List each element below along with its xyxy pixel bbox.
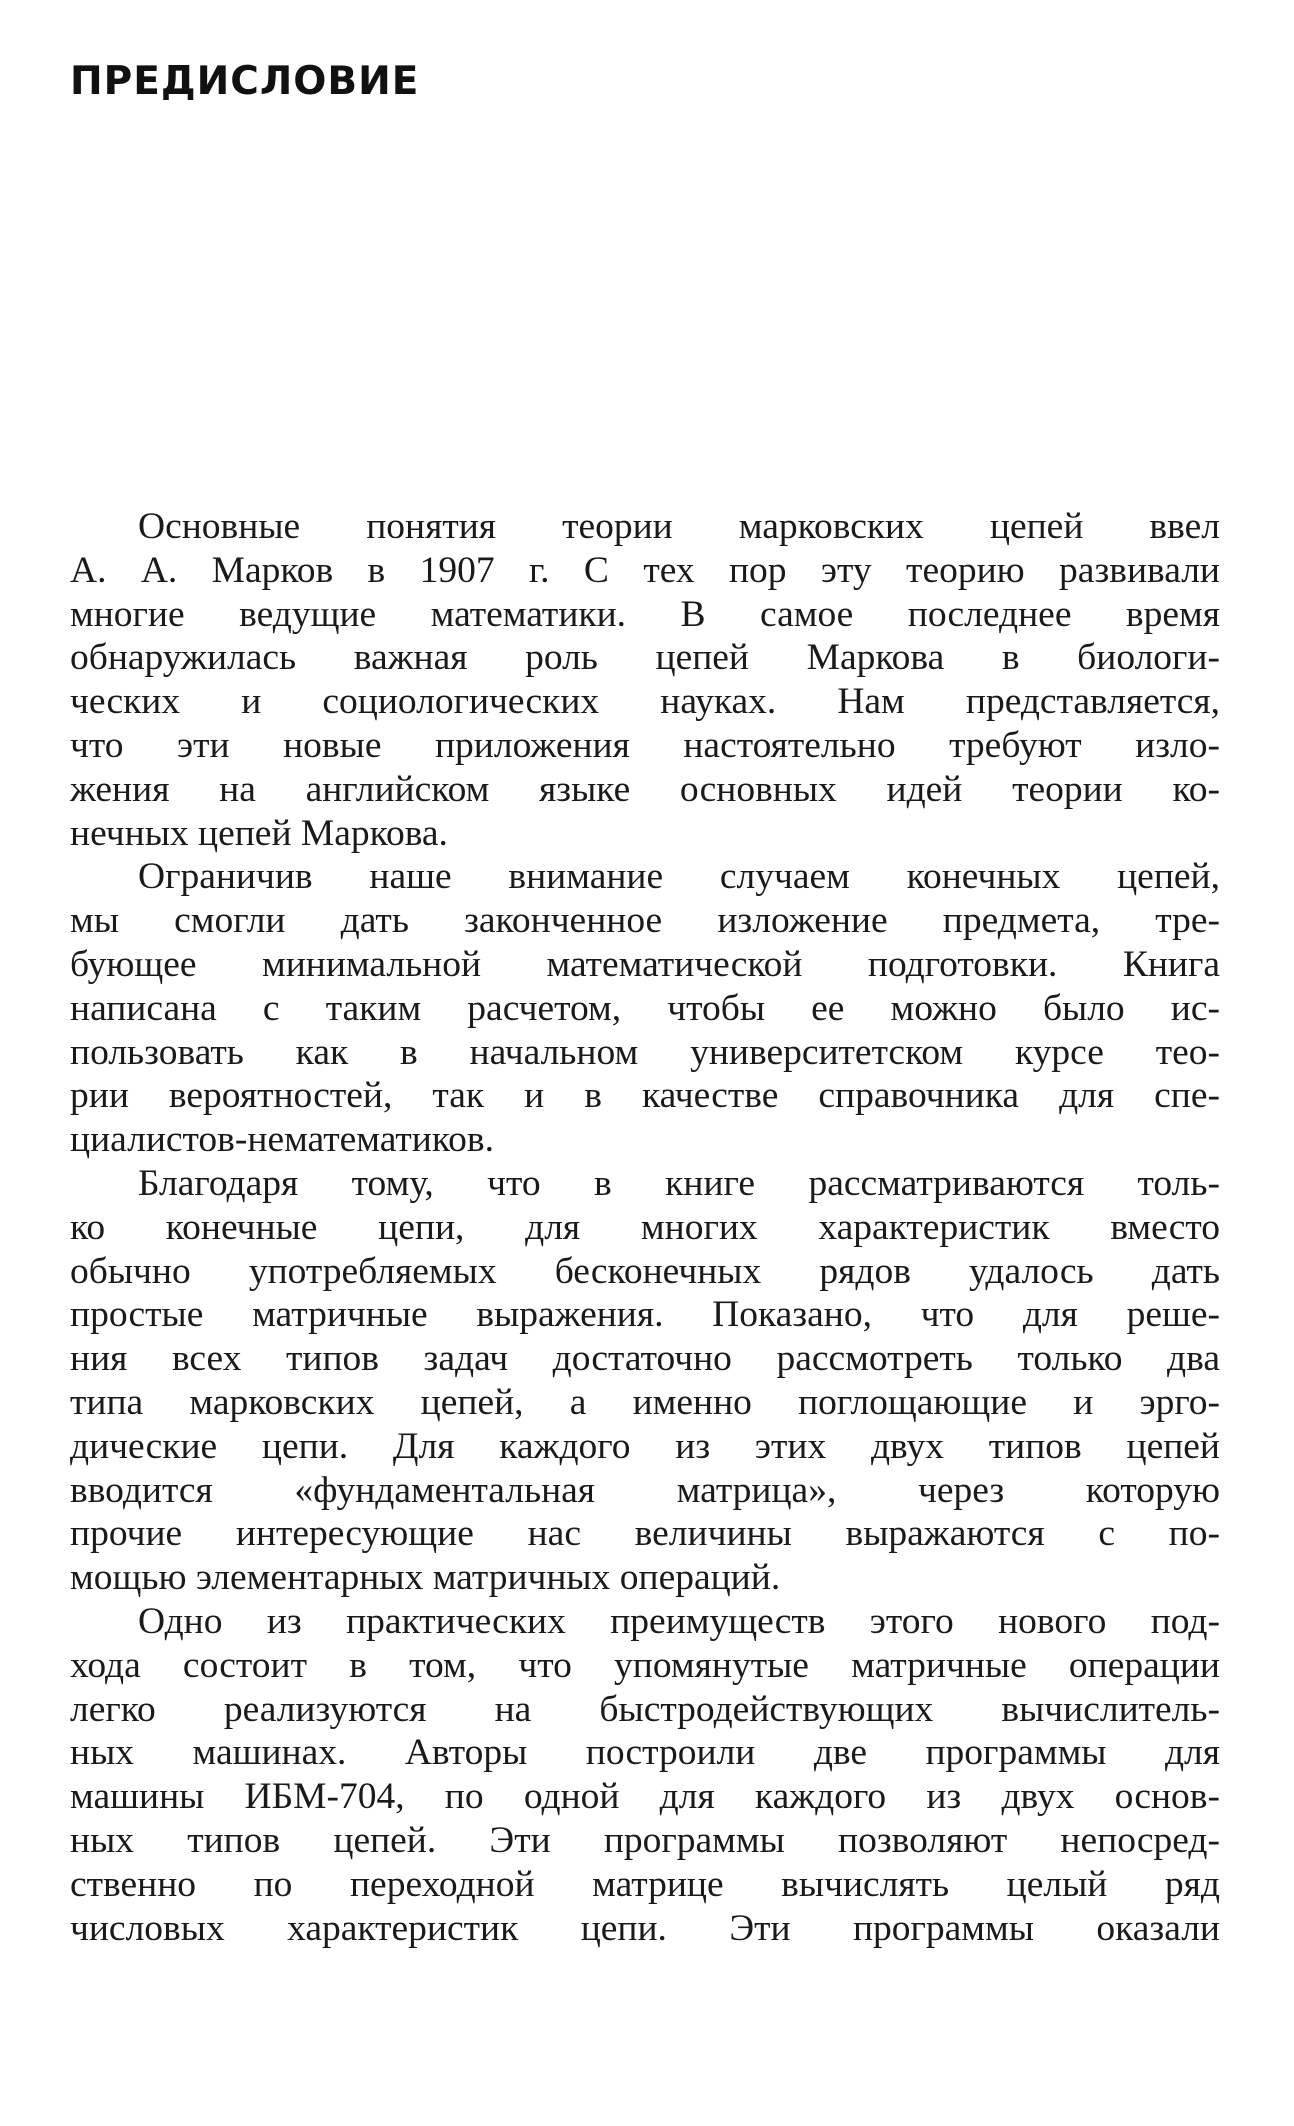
text-line: легко реализуются на быстродействующих вычислитель- bbox=[70, 1688, 1220, 1730]
text-line: ных машинах. Авторы построили две программы для bbox=[70, 1732, 1220, 1774]
text-line: многие ведущие математики. В самое последнее время bbox=[70, 593, 1220, 635]
text-line: Ограничив наше внимание случаем конечных цепей, bbox=[138, 856, 1220, 898]
text-line: прочие интересующие нас величины выражаются с по- bbox=[70, 1513, 1220, 1555]
text-line: ния всех типов задач достаточно рассмотреть только два bbox=[70, 1338, 1220, 1380]
text-line: пользовать как в начальном университетском курсе тео- bbox=[70, 1031, 1220, 1073]
paragraph-1 bbox=[70, 505, 1220, 855]
text-line: ческих и социологических науках. Нам представляется, bbox=[70, 681, 1220, 723]
text-line: Основные понятия теории марковских цепей ввел bbox=[138, 506, 1220, 547]
text-line: машины ИБМ-704, по одной для каждого из двух основ- bbox=[70, 1776, 1220, 1818]
paragraph-4 bbox=[70, 1600, 1220, 1950]
page-title: ПРЕДИСЛОВИЕ bbox=[70, 59, 420, 104]
text-line: мы смогли дать законченное изложение предмета, тре- bbox=[70, 900, 1220, 942]
text-line: Благодаря тому, что в книге рассматриваются толь- bbox=[138, 1162, 1220, 1204]
text-line: ных типов цепей. Эти программы позволяют непосред- bbox=[70, 1819, 1220, 1861]
text-line: дические цепи. Для каждого из этих двух типов цепей bbox=[70, 1425, 1220, 1467]
text-line: рии вероятностей, так и в качестве справочника для спе- bbox=[70, 1075, 1220, 1117]
paragraph-2 bbox=[70, 855, 1220, 1162]
paragraph-3 bbox=[70, 1162, 1220, 1600]
preface-body bbox=[70, 505, 1220, 1950]
text-line: обнаружилась важная роль цепей Маркова в биологи- bbox=[70, 637, 1220, 679]
text-line: хода состоит в том, что упомянутые матричные операции bbox=[70, 1644, 1220, 1686]
text-line: циалистов-нематематиков. bbox=[70, 1119, 495, 1161]
text-line: вводится «фундаментальная матрица», через которую bbox=[70, 1469, 1220, 1511]
text-line: что эти новые приложения настоятельно требуют изло- bbox=[70, 724, 1220, 766]
text-line: мощью элементарных матричных операций. bbox=[70, 1557, 781, 1599]
text-line: А. А. Марков в 1907 г. С тех пор эту теорию развивали bbox=[70, 549, 1220, 591]
text-line: ко конечные цепи, для многих характеристик вместо bbox=[70, 1206, 1220, 1248]
text-line: числовых характеристик цепи. Эти программы оказали bbox=[70, 1907, 1220, 1949]
text-line: Одно из практических преимуществ этого нового под- bbox=[138, 1600, 1220, 1642]
text-line: типа марковских цепей, а именно поглощающие и эрго- bbox=[70, 1381, 1220, 1423]
text-line: ственно по переходной матрице вычислять целый ряд bbox=[70, 1863, 1220, 1905]
text-line: жения на английском языке основных идей теории ко- bbox=[70, 768, 1220, 810]
text-line: простые матричные выражения. Показано, что для реше- bbox=[70, 1294, 1220, 1336]
text-line: нечных цепей Маркова. bbox=[70, 812, 448, 854]
text-line: написана с таким расчетом, чтобы ее можно было ис- bbox=[70, 987, 1220, 1029]
text-line: обычно употребляемых бесконечных рядов удалось дать bbox=[70, 1250, 1220, 1292]
text-line: бующее минимальной математической подготовки. Книга bbox=[70, 943, 1220, 985]
